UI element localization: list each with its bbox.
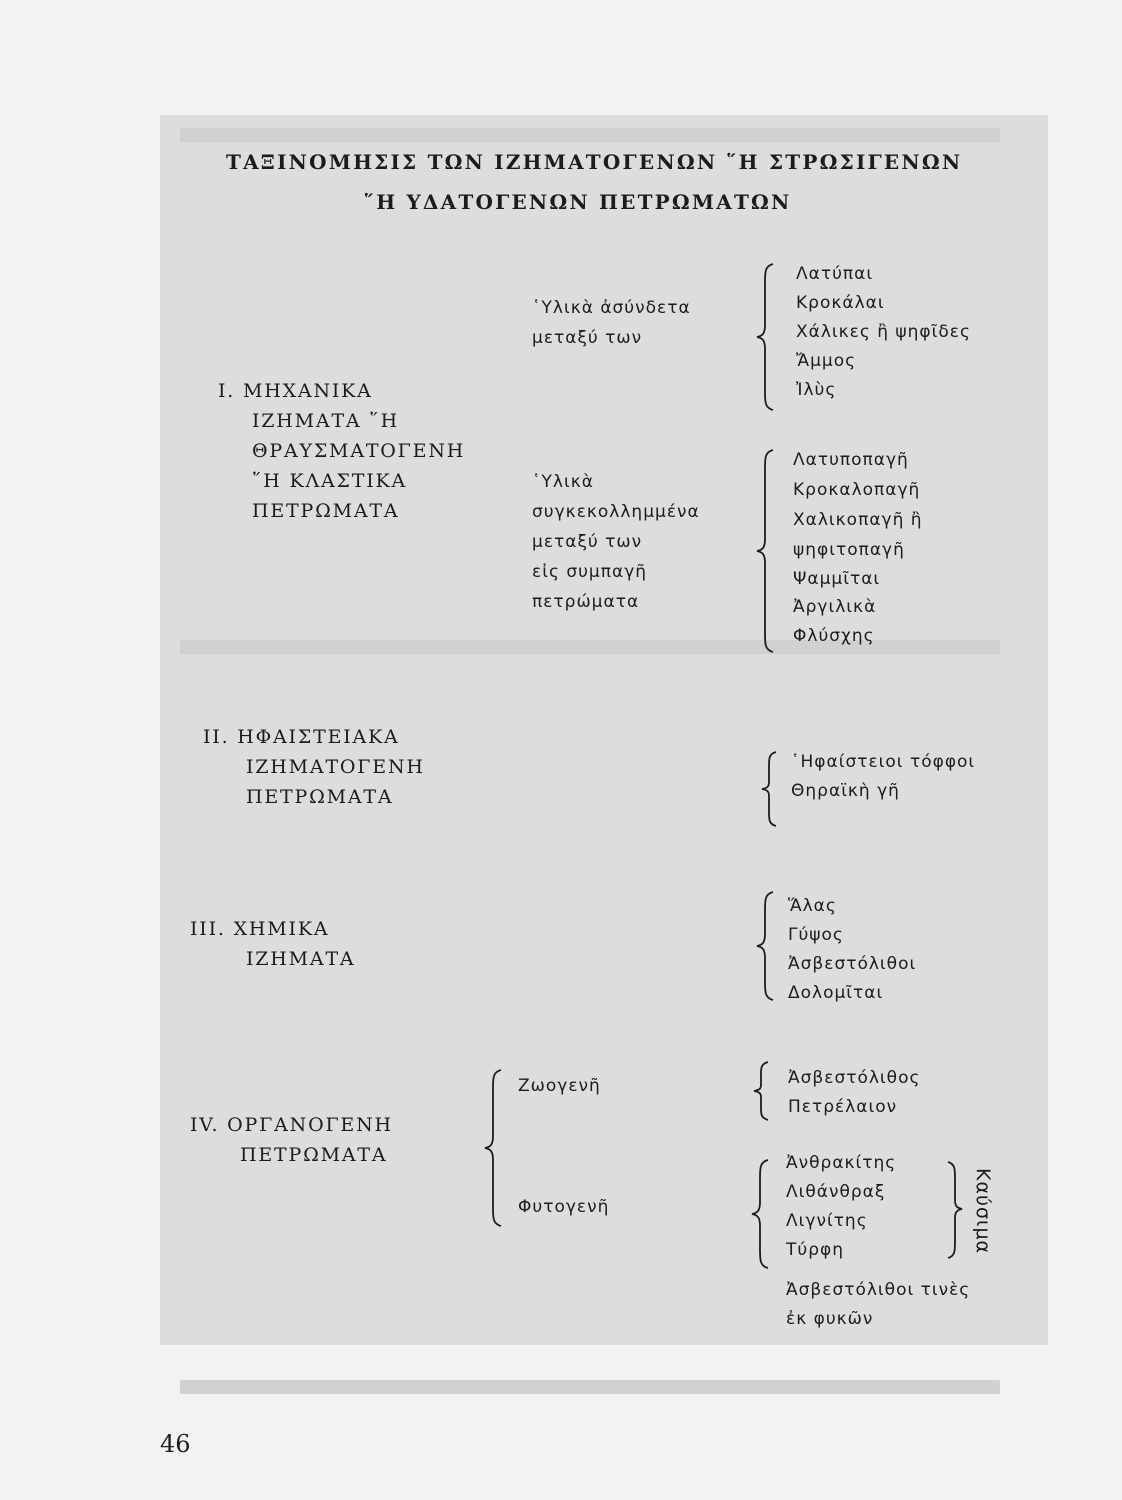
group-b-line-1: ῾Υλικὰ — [532, 472, 594, 492]
class-3-item-4: Δολομῖται — [788, 983, 884, 1003]
brace — [483, 1068, 507, 1228]
group-a-item-1: Λατύπαι — [796, 264, 874, 284]
group-a-line-1: ῾Υλικὰ ἀσύνδετα — [532, 298, 691, 318]
bleed-through-text — [180, 1380, 1000, 1394]
bleed-through-text — [180, 640, 1000, 654]
phyto-item-2: Λιθάνθραξ — [786, 1182, 886, 1202]
class-2-line-3: ΠΕΤΡΩΜΑΤΑ — [246, 786, 394, 808]
group-b-line-5: πετρώματα — [532, 592, 640, 612]
title-line-2: ῞Η ΥΔΑΤΟΓΕΝΩΝ ΠΕΤΡΩΜΑΤΩΝ — [364, 190, 792, 214]
page-number: 46 — [160, 1430, 191, 1458]
group-a-item-2: Κροκάλαι — [796, 293, 885, 313]
class-3-item-1: Ἅλας — [788, 896, 837, 916]
group-b-item-5: Ψαμμῖται — [793, 569, 881, 589]
class-4-line-1: IV. ΟΡΓΑΝΟΓΕΝΗ — [190, 1114, 393, 1136]
class-1-line-2: ΙΖΗΜΑΤΑ ῞Η — [252, 410, 399, 432]
class-1-line-5: ΠΕΤΡΩΜΑΤΑ — [252, 500, 400, 522]
brace — [750, 1158, 774, 1270]
zoo-label: Ζωογενῆ — [518, 1076, 601, 1096]
group-b-line-3: μεταξύ των — [532, 532, 643, 552]
zoo-item-1: Ἀσβεστόλιθος — [788, 1068, 921, 1088]
bleed-through-text — [180, 128, 1000, 142]
phyto-item-1: Ἀνθρακίτης — [786, 1153, 897, 1173]
class-3-item-3: Ἀσβεστόλιθοι — [788, 954, 917, 974]
group-b-item-4: ψηφιτοπαγῆ — [793, 540, 905, 560]
fuels-label: Καύσιμα — [972, 1168, 994, 1255]
group-b-item-6: Ἀργιλικὰ — [793, 597, 877, 617]
title-line-1: ΤΑΞΙΝΟΜΗΣΙΣ ΤΩΝ ΙΖΗΜΑΤΟΓΕΝΩΝ ῞Η ΣΤΡΩΣΙΓΕΝΩΝ — [226, 150, 963, 174]
class-2-item-1: ῾Ηφαίστειοι τόφφοι — [791, 752, 976, 772]
class-4-line-2: ΠΕΤΡΩΜΑΤΑ — [240, 1144, 388, 1166]
brace — [755, 262, 779, 412]
class-2-item-2: Θηραϊκὴ γῆ — [791, 781, 900, 801]
brace — [755, 890, 779, 1002]
group-a-item-4: Ἄμμος — [796, 351, 857, 371]
phyto-item-4: Τύρφη — [786, 1240, 845, 1260]
class-3-line-2: ΙΖΗΜΑΤΑ — [246, 948, 356, 970]
class-2-line-1: II. ΗΦΑΙΣΤΕΙΑΚΑ — [203, 726, 400, 748]
class-1-line-4: ῞Η ΚΛΑΣΤΙΚΑ — [252, 470, 408, 492]
class-1-line-1: I. ΜΗΧΑΝΙΚΑ — [218, 380, 373, 402]
class-1-line-3: ΘΡΑΥΣΜΑΤΟΓΕΝΗ — [252, 440, 466, 462]
brace — [755, 448, 779, 654]
phyto-item-3: Λιγνίτης — [786, 1211, 868, 1231]
group-a-item-3: Χάλικες ἢ ψηφῖδες — [796, 322, 971, 342]
zoo-item-2: Πετρέλαιον — [788, 1097, 898, 1117]
class-2-line-2: ΙΖΗΜΑΤΟΓΕΝΗ — [246, 756, 425, 778]
closing-brace — [944, 1160, 966, 1260]
group-a-item-5: Ἰλὺς — [796, 380, 837, 400]
group-b-line-4: εἰς συμπαγῆ — [532, 562, 648, 582]
group-b-line-2: συγκεκολλημμένα — [532, 502, 700, 522]
group-b-item-1: Λατυποπαγῆ — [793, 450, 909, 470]
class-3-item-2: Γύψος — [788, 925, 844, 945]
class-3-line-1: III. ΧΗΜΙΚΑ — [190, 918, 330, 940]
phyto-extra-1: Ἀσβεστόλιθοι τινὲς — [786, 1280, 971, 1300]
group-b-item-3: Χαλικοπαγῆ ἢ — [793, 510, 923, 530]
brace — [752, 1060, 774, 1122]
group-b-item-2: Κροκαλοπαγῆ — [793, 480, 921, 500]
phyto-extra-2: ἐκ φυκῶν — [786, 1309, 874, 1329]
brace — [760, 750, 782, 828]
phyto-label: Φυτογενῆ — [518, 1197, 610, 1217]
group-a-line-2: μεταξύ των — [532, 328, 643, 348]
group-b-item-7: Φλύσχης — [793, 626, 875, 646]
